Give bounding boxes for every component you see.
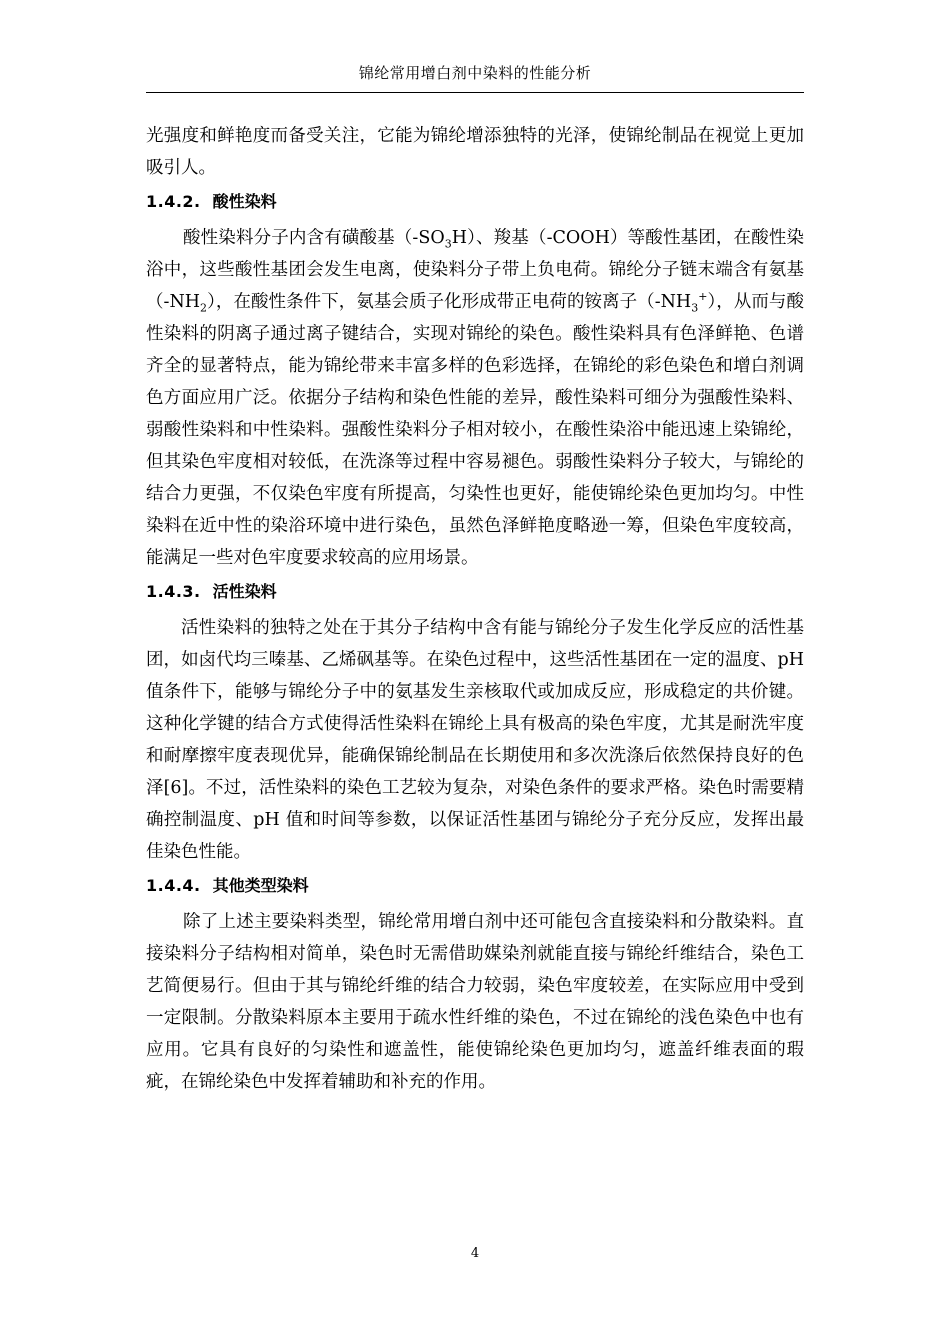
page-body	[146, 120, 804, 1098]
header-rule	[146, 92, 804, 93]
reactive-dye-paragraph: 活性染料的独特之处在于其分子结构中含有能与锦纶分子发生化学反应的活性基团，如卤代均三嗪基、乙烯砜基等。在染色过程中，这些活性基团在一定的温度、pH 值条件下，能够与锦纶分子中的氨基发生亲核取代或加成反应，形成稳定的共价键。这种化学键的结合方式使得活性染料在锦纶上具有极高的染色牢度，尤其是耐洗牢度和耐摩擦牢度表现优异，能确保锦纶制品在长期使用和多次洗涤后依然保持良好的色泽[6]。不过，活性染料的染色工艺较为复杂，对染色条件的要求严格。染色时需要精确控制温度、pH 值和时间等参数，以保证活性基团与锦纶分子充分反应，发挥出最佳染色性能。	[146, 618, 804, 862]
text-run: H）、羧基（-COOH）等酸性基团，在酸性染浴中，这些酸性基团会发生电离，使染料分子带上负电荷。锦纶分子链末端含有氨基（-NH	[146, 228, 804, 312]
subscript: 2	[200, 301, 208, 315]
section-title: 酸性染料	[212, 192, 277, 211]
page-number: 4	[470, 1246, 480, 1261]
section-number: 1.4.4.	[146, 876, 201, 895]
section-heading-1-4-4	[146, 868, 804, 906]
superscript: +	[698, 290, 708, 304]
running-header: 锦纶常用增白剂中染料的性能分析	[358, 64, 592, 82]
text-run: 酸性染料分子内含有磺酸基（-SO	[183, 228, 445, 248]
text-run: ），从而与酸性染料的阴离子通过离子键结合，实现对锦纶的染色。酸性染料具有色泽鲜艳、色谱齐全的显著特点，能为锦纶带来丰富多样的色彩选择，在锦纶的彩色染色和增白剂调色方面应用广泛。依据分子结构和染色性能的差异，酸性染料可细分为强酸性染料、弱酸性染料和中性染料。强酸性染料分子相对较小，在酸性染浴中能迅速上染锦纶，但其染色牢度相对较低，在洗涤等过程中容易褪色。弱酸性染料分子较大，与锦纶的结合力更强，不仅染色牢度有所提高，匀染性也更好，能使锦纶染色更加均匀。中性染料在近中性的染浴环境中进行染色，虽然色泽鲜艳度略逊一筹，但染色牢度较高，能满足一些对色牢度要求较高的应用场景。	[146, 292, 804, 568]
section-heading-1-4-2	[146, 184, 804, 222]
section-number: 1.4.3.	[146, 582, 201, 601]
section-number: 1.4.2.	[146, 192, 201, 211]
subscript: 3	[691, 301, 699, 315]
section-title: 活性染料	[212, 582, 277, 601]
subscript: 3	[444, 237, 452, 251]
acid-dye-paragraph	[146, 222, 804, 574]
other-dye-paragraph: 除了上述主要染料类型，锦纶常用增白剂中还可能包含直接染料和分散染料。直接染料分子结构相对简单，染色时无需借助媒染剂就能直接与锦纶纤维结合，染色工艺简便易行。但由于其与锦纶纤维的结合力较弱，染色牢度较差，在实际应用中受到一定限制。分散染料原本主要用于疏水性纤维的染色，不过在锦纶的浅色染色中也有应用。它具有良好的匀染性和遮盖性，能使锦纶染色更加均匀，遮盖纤维表面的瑕疵，在锦纶染色中发挥着辅助和补充的作用。	[146, 912, 804, 1092]
section-heading-1-4-3	[146, 574, 804, 612]
intro-paragraph: 光强度和鲜艳度而备受关注，它能为锦纶增添独特的光泽，使锦纶制品在视觉上更加吸引人。	[146, 126, 804, 178]
section-title: 其他类型染料	[212, 876, 309, 895]
text-run: ），在酸性条件下，氨基会质子化形成带正电荷的铵离子（-NH	[207, 292, 692, 312]
